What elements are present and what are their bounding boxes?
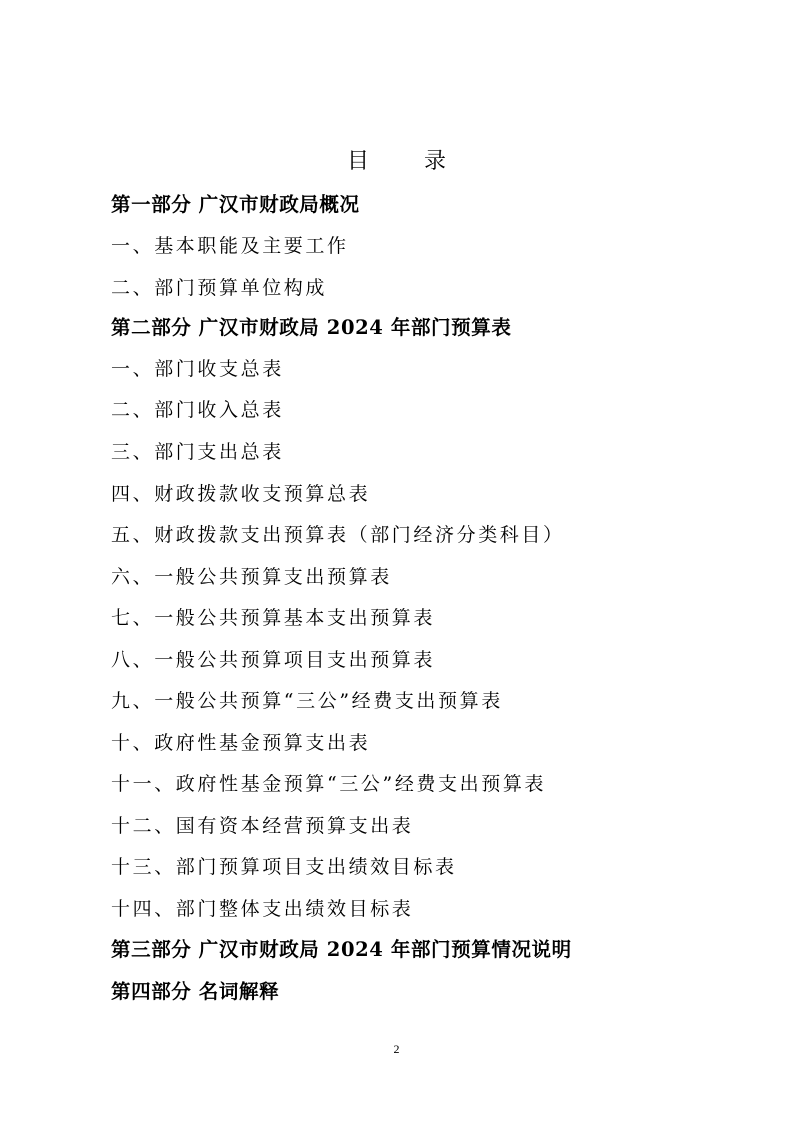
toc-part-3: 第三部分 广汉市财政局 2024 年部门预算情况说明 — [111, 938, 572, 961]
toc-item: 十一、政府性基金预算“三公”经费支出预算表 — [111, 773, 547, 795]
toc-item: 一、部门收支总表 — [111, 358, 284, 380]
toc-part-4: 第四部分 名词解释 — [111, 980, 280, 1003]
toc-item: 七、一般公共预算基本支出预算表 — [111, 607, 436, 629]
toc-item: 五、财政拨款支出预算表（部门经济分类科目） — [111, 524, 565, 546]
toc-item: 二、部门收入总表 — [111, 399, 284, 421]
toc-item: 三、部门支出总表 — [111, 441, 284, 463]
toc-item: 一、基本职能及主要工作 — [111, 235, 349, 257]
toc-item: 九、一般公共预算“三公”经费支出预算表 — [111, 690, 503, 712]
toc-item: 六、一般公共预算支出预算表 — [111, 566, 392, 588]
toc-item: 八、一般公共预算项目支出预算表 — [111, 649, 436, 671]
page-title: 目 录 — [347, 149, 470, 174]
toc-part-1: 第一部分 广汉市财政局概况 — [111, 193, 360, 216]
toc-item: 十三、部门预算项目支出绩效目标表 — [111, 856, 457, 878]
toc-part-2: 第二部分 广汉市财政局 2024 年部门预算表 — [111, 316, 512, 339]
toc-item: 四、财政拨款收支预算总表 — [111, 483, 371, 505]
toc-item: 十四、部门整体支出绩效目标表 — [111, 898, 414, 920]
toc-item: 十二、国有资本经营预算支出表 — [111, 815, 414, 837]
toc-item: 十、政府性基金预算支出表 — [111, 732, 371, 754]
page-number: 2 — [393, 1042, 400, 1056]
toc-item: 二、部门预算单位构成 — [111, 277, 328, 299]
